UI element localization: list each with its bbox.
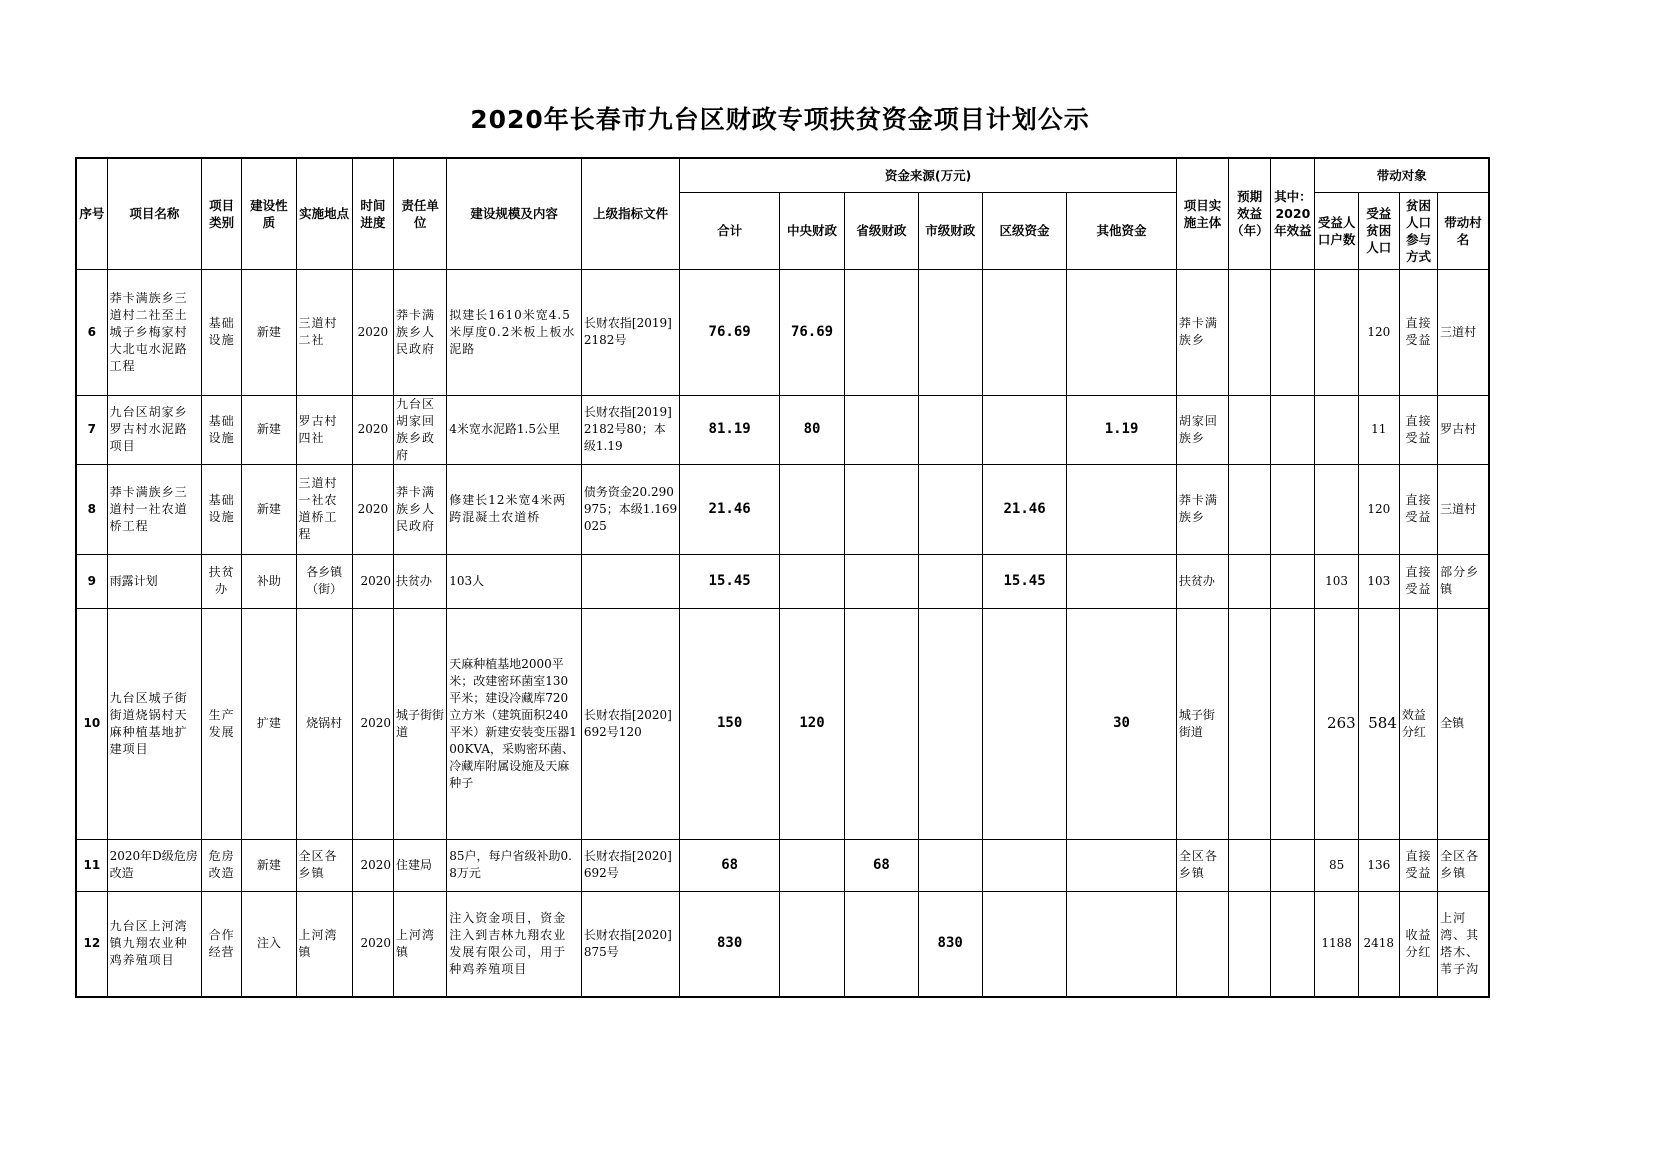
cell-village: 部分乡镇	[1438, 554, 1489, 608]
cell-district	[982, 891, 1066, 997]
cell-central	[779, 891, 844, 997]
header-central: 中央财政	[779, 192, 844, 269]
cell-poor: 120	[1358, 269, 1399, 395]
cell-total: 68	[680, 839, 779, 891]
cell-method: 效益分红	[1399, 608, 1437, 839]
cell-households: 85	[1315, 839, 1358, 891]
cell-responsible: 莽卡满族乡人民政府	[394, 269, 447, 395]
cell-nature: 新建	[242, 269, 296, 395]
table-row	[76, 891, 1489, 997]
cell-village: 三道村	[1438, 464, 1489, 554]
cell-seq: 6	[76, 269, 107, 395]
cell-poor: 11	[1358, 395, 1399, 464]
cell-method: 直接受益	[1399, 464, 1437, 554]
cell-implementer	[1176, 891, 1228, 997]
cell-provincial	[845, 395, 918, 464]
cell-village: 全区各乡镇	[1438, 839, 1489, 891]
cell-location: 各乡镇（街）	[296, 554, 352, 608]
cell-location: 罗古村四社	[296, 395, 352, 464]
cell-provincial: 68	[845, 839, 918, 891]
table-row	[76, 464, 1489, 554]
cell-poor: 103	[1358, 554, 1399, 608]
cell-seq: 7	[76, 395, 107, 464]
cell-benefit-2020	[1271, 891, 1315, 997]
header-provincial: 省级财政	[845, 192, 918, 269]
cell-expected	[1229, 891, 1271, 997]
cell-total: 15.45	[680, 554, 779, 608]
cell-households: 263	[1315, 608, 1358, 839]
cell-provincial	[845, 554, 918, 608]
header-document: 上级指标文件	[581, 158, 679, 269]
cell-category: 基础设施	[202, 269, 242, 395]
cell-document	[581, 554, 679, 608]
cell-benefit-2020	[1271, 395, 1315, 464]
header-poor: 受益贫困人口	[1358, 192, 1399, 269]
cell-poor: 584	[1358, 608, 1399, 839]
cell-progress: 2020	[352, 269, 393, 395]
cell-central: 120	[779, 608, 844, 839]
cell-implementer: 莽卡满族乡	[1176, 464, 1228, 554]
cell-location: 三道村一社农道桥工程	[296, 464, 352, 554]
cell-progress: 2020	[352, 554, 393, 608]
cell-poor: 120	[1358, 464, 1399, 554]
cell-progress: 2020	[352, 839, 393, 891]
cell-district	[982, 395, 1066, 464]
cell-district	[982, 608, 1066, 839]
cell-category: 扶贫办	[202, 554, 242, 608]
cell-implementer: 城子街街道	[1176, 608, 1228, 839]
cell-village: 罗古村	[1438, 395, 1489, 464]
cell-benefit-2020	[1271, 269, 1315, 395]
cell-central: 76.69	[779, 269, 844, 395]
cell-method: 收益分红	[1399, 891, 1437, 997]
cell-village: 全镇	[1438, 608, 1489, 839]
table-row	[76, 839, 1489, 891]
header-implementer: 项目实施主体	[1176, 158, 1228, 269]
cell-name: 九台区胡家乡罗古村水泥路项目	[107, 395, 201, 464]
cell-provincial	[845, 608, 918, 839]
cell-location: 上河湾镇	[296, 891, 352, 997]
cell-city	[918, 269, 982, 395]
cell-expected	[1229, 839, 1271, 891]
cell-method: 直接受益	[1399, 839, 1437, 891]
cell-scale: 天麻种植基地2000平米；改建密环菌室130平米；建设冷藏库720立方米（建筑面积240平米）新建安装变压器100KVA，采购密环菌、冷藏库附属设施及天麻种子	[447, 608, 582, 839]
cell-nature: 新建	[242, 839, 296, 891]
header-category: 项目类别	[202, 158, 242, 269]
cell-other	[1067, 554, 1177, 608]
cell-category: 生产发展	[202, 608, 242, 839]
cell-poor: 136	[1358, 839, 1399, 891]
cell-scale: 4米宽水泥路1.5公里	[447, 395, 582, 464]
cell-responsible: 上河湾镇	[394, 891, 447, 997]
header-total: 合计	[680, 192, 779, 269]
cell-responsible: 九台区胡家回族乡政府	[394, 395, 447, 464]
project-table	[75, 157, 1490, 998]
table-row	[76, 395, 1489, 464]
cell-progress: 2020	[352, 891, 393, 997]
cell-progress: 2020	[352, 608, 393, 839]
cell-district	[982, 269, 1066, 395]
cell-method: 直接受益	[1399, 395, 1437, 464]
header-benefit-2020: 其中：2020年效益	[1271, 158, 1315, 269]
cell-other	[1067, 464, 1177, 554]
cell-expected	[1229, 554, 1271, 608]
cell-city	[918, 608, 982, 839]
cell-expected	[1229, 395, 1271, 464]
cell-expected	[1229, 464, 1271, 554]
cell-benefit-2020	[1271, 839, 1315, 891]
cell-provincial	[845, 464, 918, 554]
cell-nature: 补助	[242, 554, 296, 608]
cell-seq: 12	[76, 891, 107, 997]
table-row	[76, 269, 1489, 395]
header-responsible: 责任单位	[394, 158, 447, 269]
cell-provincial	[845, 891, 918, 997]
cell-poor: 2418	[1358, 891, 1399, 997]
cell-category: 基础设施	[202, 395, 242, 464]
header-district: 区级资金	[982, 192, 1066, 269]
cell-benefit-2020	[1271, 554, 1315, 608]
cell-scale: 85户，每户省级补助0.8万元	[447, 839, 582, 891]
cell-village: 三道村	[1438, 269, 1489, 395]
cell-nature: 新建	[242, 395, 296, 464]
cell-scale: 拟建长1610米宽4.5米厚度0.2米板上板水泥路	[447, 269, 582, 395]
cell-provincial	[845, 269, 918, 395]
cell-seq: 11	[76, 839, 107, 891]
cell-households	[1315, 269, 1358, 395]
header-households: 受益人口户数	[1315, 192, 1358, 269]
cell-name: 九台区上河湾镇九翔农业种鸡养殖项目	[107, 891, 201, 997]
cell-city	[918, 464, 982, 554]
cell-households: 1188	[1315, 891, 1358, 997]
table-row	[76, 554, 1489, 608]
header-city: 市级财政	[918, 192, 982, 269]
header-method: 贫困人口参与方式	[1399, 192, 1437, 269]
cell-implementer: 扶贫办	[1176, 554, 1228, 608]
cell-total: 81.19	[680, 395, 779, 464]
cell-central	[779, 554, 844, 608]
cell-seq: 8	[76, 464, 107, 554]
cell-name: 九台区城子街街道烧锅村天麻种植基地扩建项目	[107, 608, 201, 839]
cell-scale: 注入资金项目，资金注入到吉林九翔农业发展有限公司，用于种鸡养殖项目	[447, 891, 582, 997]
cell-other	[1067, 891, 1177, 997]
cell-document: 长财农指[2020]875号	[581, 891, 679, 997]
cell-central	[779, 839, 844, 891]
cell-households: 103	[1315, 554, 1358, 608]
cell-district	[982, 839, 1066, 891]
cell-city: 830	[918, 891, 982, 997]
cell-central: 80	[779, 395, 844, 464]
cell-total: 21.46	[680, 464, 779, 554]
cell-implementer: 全区各乡镇	[1176, 839, 1228, 891]
cell-city	[918, 554, 982, 608]
cell-location: 全区各乡镇	[296, 839, 352, 891]
header-progress: 时间进度	[352, 158, 393, 269]
cell-households	[1315, 395, 1358, 464]
header-seq: 序号	[76, 158, 107, 269]
cell-city	[918, 839, 982, 891]
cell-benefit-2020	[1271, 608, 1315, 839]
cell-category: 基础设施	[202, 464, 242, 554]
cell-category: 合作经营	[202, 891, 242, 997]
cell-implementer: 莽卡满族乡	[1176, 269, 1228, 395]
page-title: 2020年长春市九台区财政专项扶贫资金项目计划公示	[470, 105, 1090, 134]
cell-location: 三道村二社	[296, 269, 352, 395]
cell-name: 莽卡满族乡三道村二社至土城子乡梅家村大北屯水泥路工程	[107, 269, 201, 395]
cell-total: 830	[680, 891, 779, 997]
cell-other	[1067, 269, 1177, 395]
cell-nature: 注入	[242, 891, 296, 997]
cell-responsible: 莽卡满族乡人民政府	[394, 464, 447, 554]
cell-progress: 2020	[352, 464, 393, 554]
cell-responsible: 城子街街道	[394, 608, 447, 839]
header-nature: 建设性质	[242, 158, 296, 269]
cell-other: 30	[1067, 608, 1177, 839]
header-location: 实施地点	[296, 158, 352, 269]
cell-city	[918, 395, 982, 464]
cell-scale: 103人	[447, 554, 582, 608]
cell-name: 莽卡满族乡三道村一社农道桥工程	[107, 464, 201, 554]
header-drive-group: 带动对象	[1315, 158, 1489, 192]
cell-seq: 10	[76, 608, 107, 839]
cell-village: 上河湾、其塔木、苇子沟	[1438, 891, 1489, 997]
cell-expected	[1229, 608, 1271, 839]
cell-method: 直接受益	[1399, 269, 1437, 395]
cell-other	[1067, 839, 1177, 891]
cell-document: 长财农指[2020]692号120	[581, 608, 679, 839]
cell-total: 150	[680, 608, 779, 839]
cell-method: 直接受益	[1399, 554, 1437, 608]
cell-implementer: 胡家回族乡	[1176, 395, 1228, 464]
cell-progress: 2020	[352, 395, 393, 464]
cell-document: 长财农指[2019]2182号	[581, 269, 679, 395]
cell-other: 1.19	[1067, 395, 1177, 464]
cell-responsible: 住建局	[394, 839, 447, 891]
header-name: 项目名称	[107, 158, 201, 269]
cell-central	[779, 464, 844, 554]
cell-seq: 9	[76, 554, 107, 608]
cell-category: 危房改造	[202, 839, 242, 891]
cell-document: 债务资金20.290975；本级1.169025	[581, 464, 679, 554]
cell-document: 长财农指[2020]692号	[581, 839, 679, 891]
cell-households	[1315, 464, 1358, 554]
cell-name: 雨露计划	[107, 554, 201, 608]
table-row	[76, 608, 1489, 839]
cell-scale: 修建长12米宽4米两跨混凝土农道桥	[447, 464, 582, 554]
header-funding-group: 资金来源(万元)	[680, 158, 1176, 192]
cell-document: 长财农指[2019]2182号80；本级1.19	[581, 395, 679, 464]
cell-nature: 扩建	[242, 608, 296, 839]
cell-district: 15.45	[982, 554, 1066, 608]
header-other: 其他资金	[1067, 192, 1177, 269]
cell-nature: 新建	[242, 464, 296, 554]
header-expected: 预期效益（年）	[1229, 158, 1271, 269]
cell-location: 烧锅村	[296, 608, 352, 839]
cell-name: 2020年D级危房改造	[107, 839, 201, 891]
cell-total: 76.69	[680, 269, 779, 395]
cell-district: 21.46	[982, 464, 1066, 554]
cell-responsible: 扶贫办	[394, 554, 447, 608]
header-village: 带动村名	[1438, 192, 1489, 269]
cell-benefit-2020	[1271, 464, 1315, 554]
header-scale: 建设规模及内容	[447, 158, 582, 269]
cell-expected	[1229, 269, 1271, 395]
